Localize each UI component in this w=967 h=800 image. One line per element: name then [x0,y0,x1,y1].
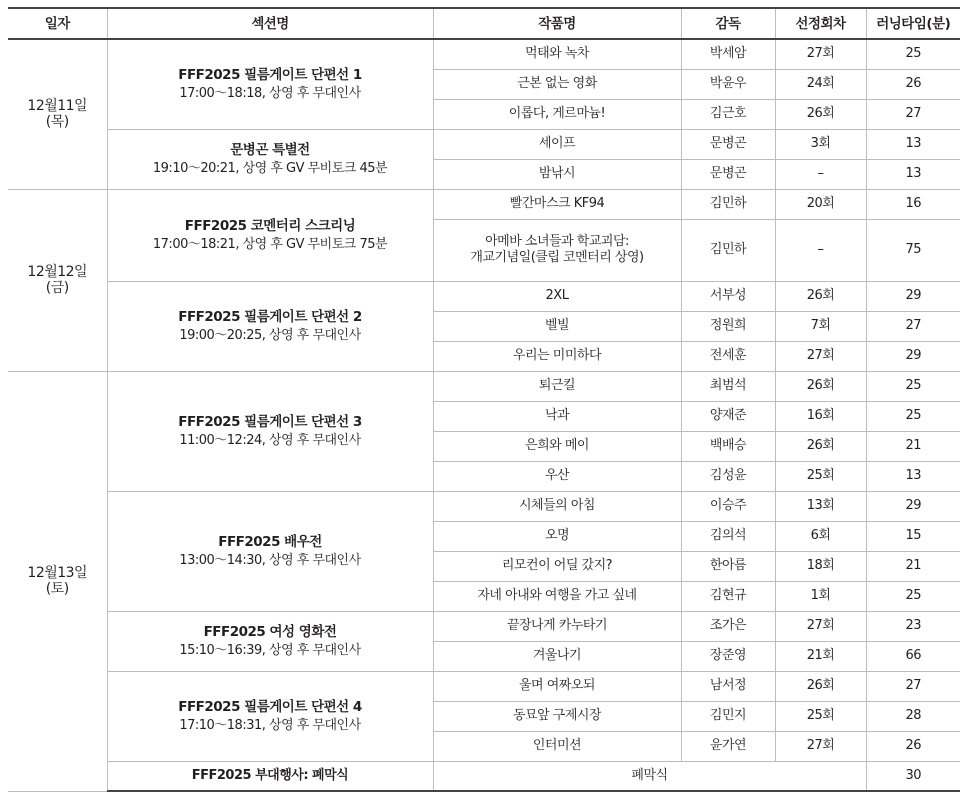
weekday-text: (목) [45,114,69,131]
section-time: 17:10～18:31, 상영 후 무대인사 [179,717,361,733]
film-director: 김민하 [681,219,775,281]
film-director: 윤가연 [681,731,775,761]
date-cell [8,189,107,371]
film-title: 세이프 [433,129,681,159]
film-runtime: 25 [866,371,960,401]
film-director: 양재준 [681,401,775,431]
film-round: 16회 [775,401,866,431]
section-time: 15:10～16:39, 상영 후 무대인사 [179,642,361,658]
date-text: 12월11일 [27,98,88,115]
section-cell [107,491,433,611]
table-row [8,281,960,311]
film-title: 근본 없는 영화 [433,69,681,99]
film-round: 27회 [775,731,866,761]
section-time: 11:00～12:24, 상영 후 무대인사 [179,432,361,448]
film-runtime: 29 [866,491,960,521]
section-name: FFF2025 필름게이트 단편선 1 [178,66,362,83]
closing-title: 폐막식 [433,761,866,791]
film-round: 6회 [775,521,866,551]
film-runtime: 25 [866,581,960,611]
film-director: 백배승 [681,431,775,461]
film-round: 26회 [775,671,866,701]
section-cell [107,189,433,281]
date-text: 12월13일 [27,565,88,581]
section-cell [107,281,433,371]
film-round: 7회 [775,311,866,341]
film-runtime: 21 [866,551,960,581]
film-director: 김현규 [681,581,775,611]
section-time: 13:00～14:30, 상영 후 무대인사 [179,552,361,568]
film-director: 전세훈 [681,341,775,371]
film-round: 21회 [775,641,866,671]
film-director: 한아름 [681,551,775,581]
film-title [433,219,681,281]
film-title: 시체들의 아침 [433,491,681,521]
film-director: 장준영 [681,641,775,671]
section-cell [107,611,433,671]
weekday-text: (금) [45,280,69,296]
film-director: 최범석 [681,371,775,401]
header-director: 감독 [681,8,775,39]
film-director: 박세암 [681,39,775,69]
film-runtime: 26 [866,69,960,99]
film-runtime: 27 [866,311,960,341]
film-title: 겨울나기 [433,641,681,671]
film-round: – [775,159,866,189]
table-row [8,671,960,701]
closing-section-name: FFF2025 부대행사: 폐막식 [107,761,433,791]
film-runtime: 28 [866,701,960,731]
film-title: 벨빌 [433,311,681,341]
film-runtime: 27 [866,671,960,701]
film-title: 우산 [433,461,681,491]
film-runtime: 25 [866,39,960,69]
film-round: – [775,219,866,281]
section-cell [107,39,433,129]
film-director: 김성윤 [681,461,775,491]
film-title: 낙과 [433,401,681,431]
film-director: 정원희 [681,311,775,341]
film-round: 27회 [775,611,866,641]
film-director: 박윤우 [681,69,775,99]
screening-schedule-table [8,7,960,792]
section-name: 문병곤 특별전 [230,141,310,158]
film-title: 퇴근킬 [433,371,681,401]
film-runtime: 13 [866,159,960,189]
film-director: 서부성 [681,281,775,311]
section-name: FFF2025 코멘터리 스크리닝 [184,217,356,234]
film-title: 먹태와 녹차 [433,39,681,69]
film-round: 18회 [775,551,866,581]
film-director: 김의석 [681,521,775,551]
film-round: 20회 [775,189,866,219]
film-round: 26회 [775,371,866,401]
film-title: 울며 여짜오되 [433,671,681,701]
film-round: 27회 [775,341,866,371]
section-name: FFF2025 필름게이트 단편선 4 [178,698,362,715]
date-cell [8,39,107,189]
film-runtime: 29 [866,341,960,371]
section-name: FFF2025 필름게이트 단편선 3 [178,413,362,430]
film-director: 이승주 [681,491,775,521]
section-name: FFF2025 여성 영화전 [203,623,337,640]
table-row [8,491,960,521]
film-title: 자네 아내와 여행을 가고 싶네 [433,581,681,611]
film-round: 26회 [775,99,866,129]
film-round: 25회 [775,461,866,491]
header-row [8,8,960,39]
film-round: 27회 [775,39,866,69]
film-title: 오명 [433,521,681,551]
film-round: 1회 [775,581,866,611]
section-cell [107,671,433,761]
film-runtime: 66 [866,641,960,671]
section-time: 19:10～20:21, 상영 후 GV 무비토크 45분 [152,160,388,176]
header-round: 선정회차 [775,8,866,39]
film-title-line: 아메바 소녀들과 학교괴담: [485,234,629,249]
table-row [8,761,960,791]
film-runtime: 15 [866,521,960,551]
weekday-text: (토) [45,581,69,597]
film-title: 밤낚시 [433,159,681,189]
section-cell [107,371,433,491]
table-row [8,371,960,401]
table-row [8,611,960,641]
table-row [8,189,960,219]
film-round: 24회 [775,69,866,99]
film-title: 인터미션 [433,731,681,761]
film-title: 끝장나게 카누타기 [433,611,681,641]
film-title: 2XL [433,281,681,311]
date-cell [8,371,107,791]
header-section: 섹션명 [107,8,433,39]
film-director: 김근호 [681,99,775,129]
film-runtime: 13 [866,129,960,159]
header-date: 일자 [8,8,107,39]
film-title: 리모컨이 어딜 갔지? [433,551,681,581]
table-row [8,129,960,159]
section-name: FFF2025 필름게이트 단편선 2 [178,308,362,325]
film-round: 13회 [775,491,866,521]
film-runtime: 23 [866,611,960,641]
film-director: 김민하 [681,189,775,219]
film-title: 이롭다, 게르마늄! [433,99,681,129]
film-runtime: 16 [866,189,960,219]
header-title: 작품명 [433,8,681,39]
film-title-line: 개교기념일(클립 코멘터리 상영) [470,250,644,265]
section-cell [107,129,433,189]
table-row [8,39,960,69]
film-title: 우리는 미미하다 [433,341,681,371]
section-time: 19:00～20:25, 상영 후 무대인사 [179,327,361,343]
film-title: 빨간마스크 KF94 [433,189,681,219]
film-runtime: 27 [866,99,960,129]
film-director: 남서정 [681,671,775,701]
header-runtime: 러닝타임(분) [866,8,960,39]
film-runtime: 75 [866,219,960,281]
closing-runtime: 30 [866,761,960,791]
film-runtime: 13 [866,461,960,491]
film-round: 26회 [775,281,866,311]
film-runtime: 21 [866,431,960,461]
film-round: 25회 [775,701,866,731]
section-time: 17:00～18:21, 상영 후 GV 무비토크 75분 [152,236,388,252]
film-title: 동묘앞 구제시장 [433,701,681,731]
film-director: 조가은 [681,611,775,641]
film-runtime: 26 [866,731,960,761]
film-runtime: 25 [866,401,960,431]
film-director: 문병곤 [681,159,775,189]
date-text: 12월12일 [27,264,88,280]
film-director: 문병곤 [681,129,775,159]
film-runtime: 29 [866,281,960,311]
film-director: 김민지 [681,701,775,731]
film-round: 3회 [775,129,866,159]
section-name: FFF2025 배우전 [218,533,322,550]
film-title: 은희와 메이 [433,431,681,461]
section-time: 17:00～18:18, 상영 후 무대인사 [179,85,361,101]
film-round: 26회 [775,431,866,461]
